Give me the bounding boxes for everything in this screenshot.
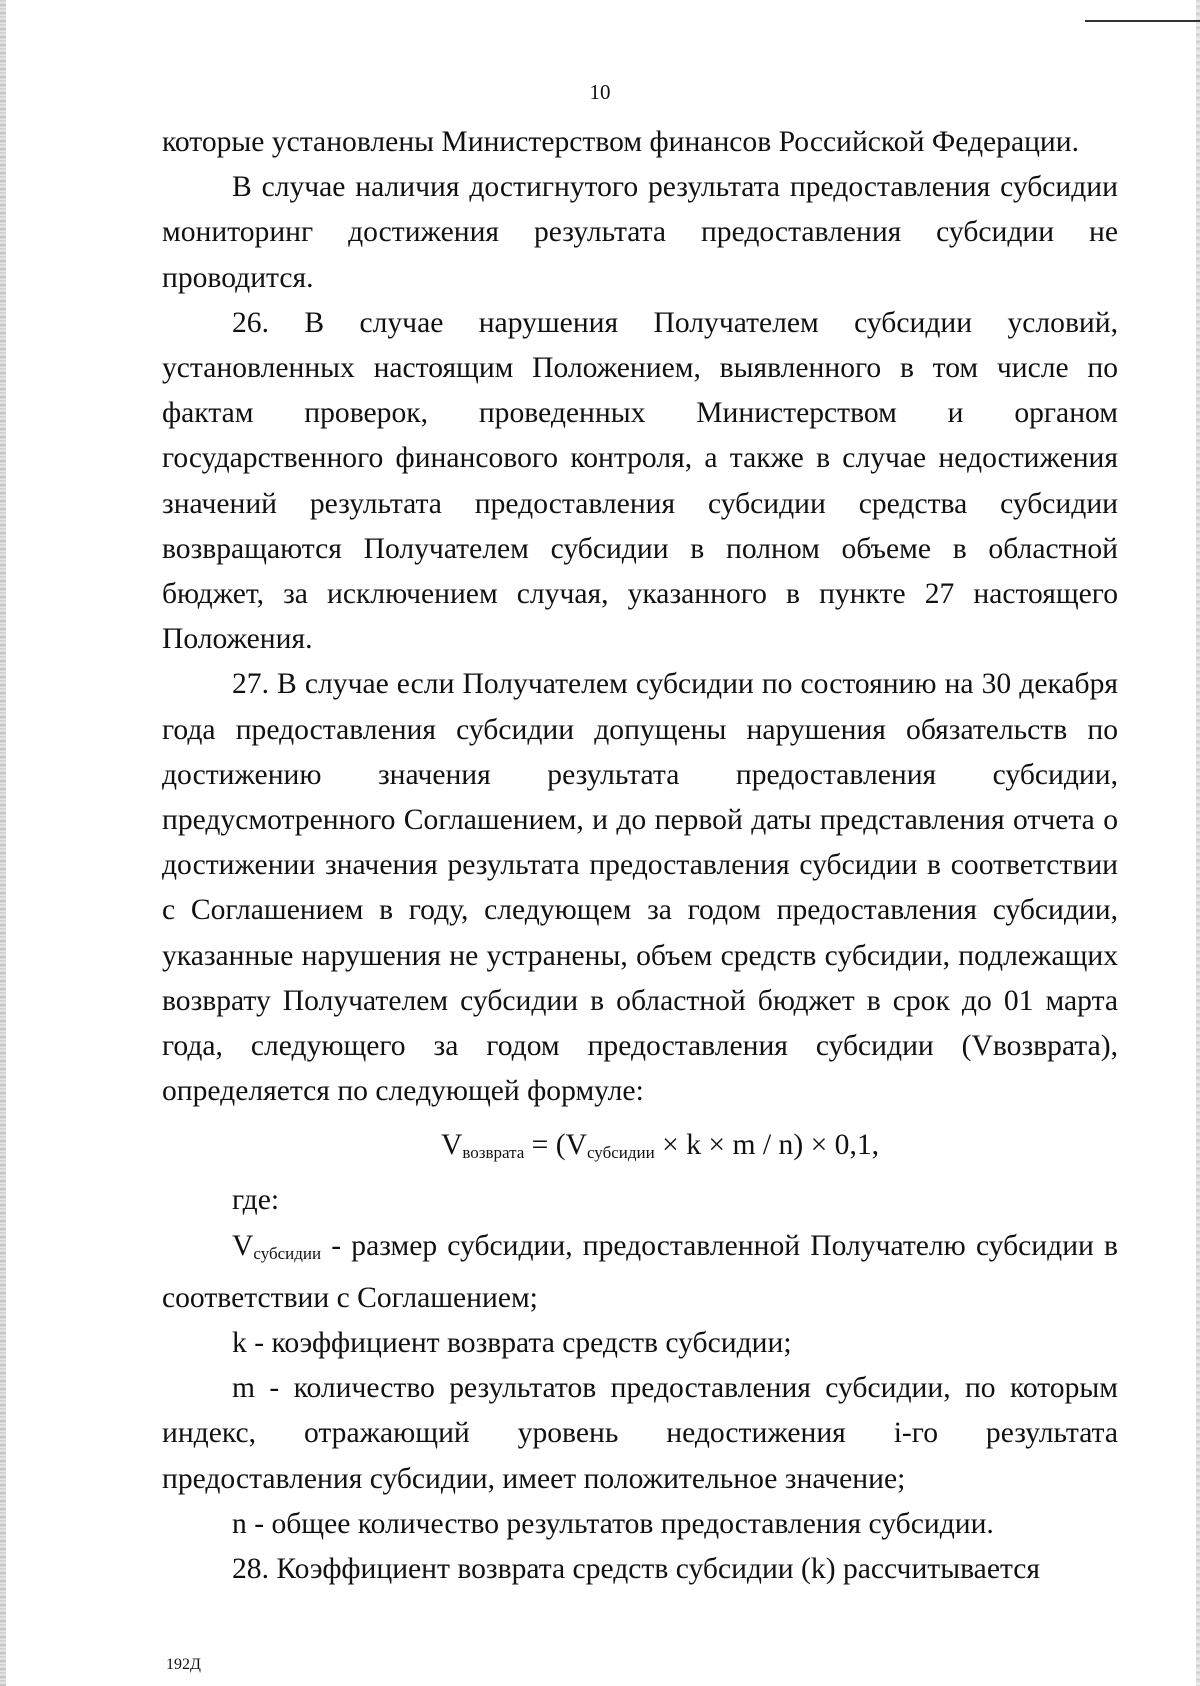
paragraph-28: 28. Коэффициент возврата средств субсидии (k) рассчитывается [232,1553,1040,1586]
paragraph-monitoring: В случае наличия достигнутого результата предоставления субсидии мониторинг достижения результата предоставления субсидии не проводится. [162,171,1118,294]
footer-code: 192Д [166,1656,201,1673]
formula-rest: × k × m / n) × 0,1, [654,1129,880,1162]
scan-edge-left [0,0,6,1686]
definition-n: n - общее количество результатов предоставления субсидии. [232,1507,994,1540]
where-label: где: [232,1184,280,1217]
formula-v-subscript: возврата [462,1143,525,1163]
def-v-subscript: субсидии [253,1243,322,1263]
paragraph-27: 27. В случае если Получателем субсидии по состоянию на 30 декабря года предоставления субсидии допущены нарушения обязательств по достижению значения результата предоставления субсидии, предусмотренного Соглашением, и до первой даты представления отчета о достижении значения результата предоставления субсидии в соответствии с Соглашением в году, следующем за годом предоставления субсидии, указанные нарушения не устранены, объем средств субсидии, подлежащих возврату Получателем субсидии в областной бюджет в срок до 01 марта года, следующего за годом предоставления субсидии (Vвозврата), определяется по следующей формуле: [162,668,1118,1108]
formula [162,1120,1118,1178]
def-v-text: - размер субсидии, предоставленной Получателю субсидии в соответствии с Соглашением; [162,1229,1118,1314]
formula-subsidy-subscript: субсидии [586,1143,655,1163]
definition-k: k - коэффициент возврата средств субсидии; [232,1327,792,1360]
paragraph-continuation: которые установлены Министерством финансов Российской Федерации. [162,126,1079,158]
document-body [162,120,1118,1592]
scan-edge-right [1196,0,1200,1686]
formula-eq-open: = (V [524,1129,587,1162]
page-number: 10 [589,80,611,104]
definition-v-subsidy [162,1224,1118,1321]
formula-v: V [440,1129,463,1162]
definition-m: m - количество результатов предоставления субсидии, по которым индекс, отражающий уровень недостижения i-го результата предоставления субсидии, имеет положительное значение; [162,1372,1118,1495]
page-corner-mark [1085,0,1200,22]
paragraph-26: 26. В случае нарушения Получателем субсидии условий, установленных настоящим Положением, выявленного в том числе по фактам проверок, проведенных Министерством и органом государственного финансового контроля, а также в случае недостижения значений результата предоставления субсидии средства субсидии возвращаются Получателем субсидии в полном объеме в областной бюджет, за исключением случая, указанного в пункте 27 настоящего Положения. [162,306,1118,656]
def-v-symbol: V [232,1229,254,1262]
